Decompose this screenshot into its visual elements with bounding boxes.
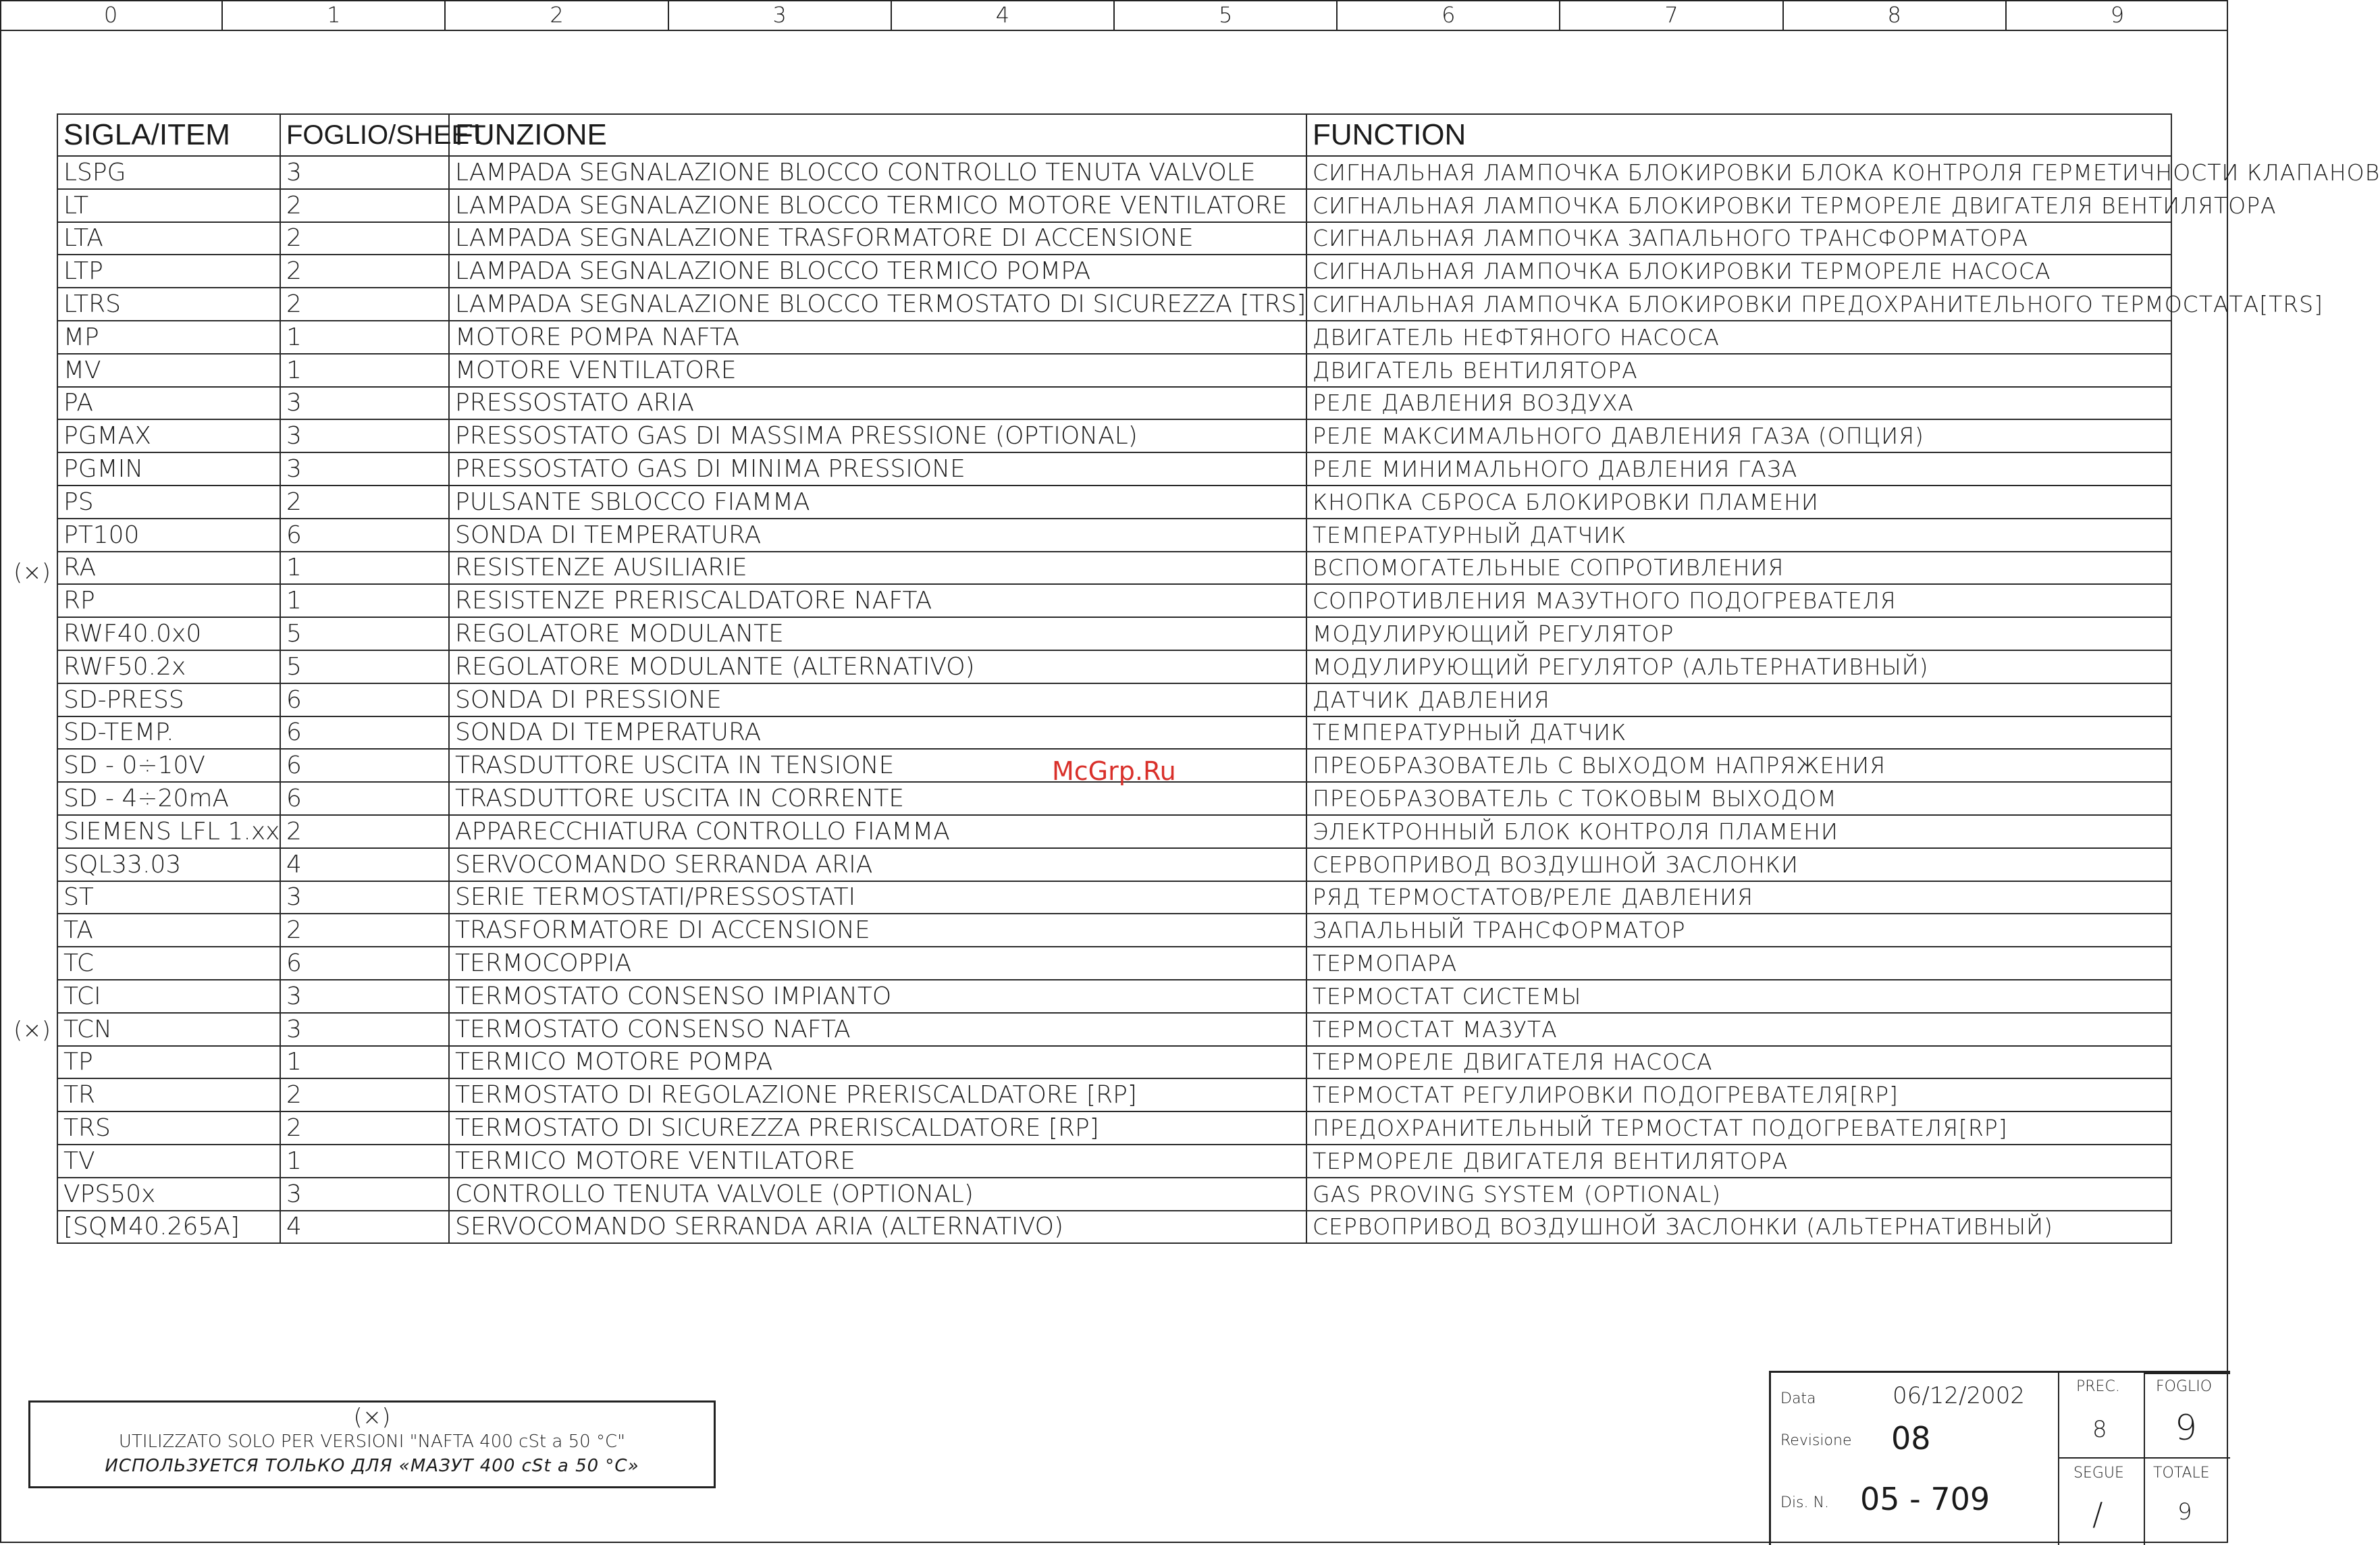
cell-funzione: TRASDUTTORE USCITA IN TENSIONE — [449, 749, 1306, 782]
cell-funzione: LAMPADA SEGNALAZIONE BLOCCO TERMICO MOTORE VENTILATORE — [449, 189, 1306, 222]
cell-sheet: 6 — [280, 749, 449, 782]
cell-sheet: 4 — [280, 1211, 449, 1244]
cell-funzione: RESISTENZE AUSILIARIE — [449, 552, 1306, 585]
cell-funzione: LAMPADA SEGNALAZIONE TRASFORMATORE DI ACCENSIONE — [449, 222, 1306, 255]
table-row — [57, 815, 2171, 848]
cell-funzione: LAMPADA SEGNALAZIONE BLOCCO TERMOSTATO DI SICUREZZA [TRS] — [449, 288, 1306, 321]
cell-item: SD-TEMP. — [57, 716, 280, 750]
cell-sheet: 3 — [280, 980, 449, 1013]
cell-funzione: RESISTENZE PRERISCALDATORE NAFTA — [449, 584, 1306, 617]
ruler-cell: 9 — [2110, 2, 2125, 28]
cell-sheet: 5 — [280, 617, 449, 650]
cell-funzione: PULSANTE SBLOCCO FIAMMA — [449, 486, 1306, 519]
prec-label: PREC. — [2076, 1378, 2120, 1395]
cell-function: ТЕРМОРЕЛЕ ДВИГАТЕЛЯ НАСОСА — [1306, 1046, 2171, 1079]
cell-sheet: 2 — [280, 189, 449, 222]
cell-sheet: 3 — [280, 156, 449, 189]
cell-funzione: LAMPADA SEGNALAZIONE BLOCCO CONTROLLO TENUTA VALVOLE — [449, 156, 1306, 189]
cell-item: LTRS — [57, 288, 280, 321]
cell-sheet: 2 — [280, 914, 449, 947]
cell-item: SQL33.03 — [57, 848, 280, 881]
cell-funzione: TERMICO MOTORE POMPA — [449, 1046, 1306, 1079]
cell-function: GAS PROVING SYSTEM (OPTIONAL) — [1306, 1178, 2171, 1211]
cell-item: PS — [57, 486, 280, 519]
table-row — [57, 914, 2171, 947]
data-value: 06/12/2002 — [1893, 1382, 2025, 1409]
cell-sheet: 1 — [280, 354, 449, 387]
cell-sheet: 6 — [280, 782, 449, 815]
cell-sheet: 1 — [280, 584, 449, 617]
cell-function: КНОПКА СБРОСА БЛОКИРОВКИ ПЛАМЕНИ — [1306, 486, 2171, 519]
cell-sheet: 5 — [280, 650, 449, 683]
title-block — [1769, 1371, 2230, 1545]
column-ruler — [0, 0, 2228, 31]
cell-item: SIEMENS LFL 1.xx — [57, 815, 280, 848]
cell-sheet: 2 — [280, 486, 449, 519]
cell-item: TV — [57, 1145, 280, 1178]
table-row — [57, 1013, 2171, 1046]
ruler-cell: 1 — [223, 0, 446, 30]
cell-item: SD-PRESS — [57, 683, 280, 716]
table-row — [57, 716, 2171, 750]
cell-sheet: 2 — [280, 1111, 449, 1145]
cell-function: СЕРВОПРИВОД ВОЗДУШНОЙ ЗАСЛОНКИ (АЛЬТЕРНАТИВНЫЙ) — [1306, 1211, 2171, 1244]
table-row — [57, 881, 2171, 914]
cell-funzione: REGOLATORE MODULANTE — [449, 617, 1306, 650]
cell-funzione: LAMPADA SEGNALAZIONE BLOCCO TERMICO POMPA — [449, 255, 1306, 288]
cell-function: РЕЛЕ МАКСИМАЛЬНОГО ДАВЛЕНИЯ ГАЗА (ОПЦИЯ) — [1306, 419, 2171, 452]
cell-item: RP — [57, 584, 280, 617]
table-header-row — [57, 114, 2171, 156]
cell-funzione: TRASDUTTORE USCITA IN CORRENTE — [449, 782, 1306, 815]
table-row — [57, 486, 2171, 519]
totale-label: TOTALE — [2153, 1465, 2210, 1482]
header-funzione: FUNZIONE — [449, 114, 1306, 156]
cell-function: СЕРВОПРИВОД ВОЗДУШНОЙ ЗАСЛОНКИ — [1306, 848, 2171, 881]
cell-sheet: 1 — [280, 321, 449, 354]
ruler-cell: 6 — [1338, 0, 1560, 30]
cell-sheet: 2 — [280, 288, 449, 321]
cell-funzione: APPARECCHIATURA CONTROLLO FIAMMA — [449, 815, 1306, 848]
cell-function: ТЕМПЕРАТУРНЫЙ ДАТЧИК — [1306, 519, 2171, 552]
watermark: McGrp.Ru — [1052, 756, 1176, 786]
header-item: SIGLA/ITEM — [57, 114, 280, 156]
totale-value: 9 — [2177, 1498, 2192, 1525]
header-function: FUNCTION — [1306, 114, 2171, 156]
table-row — [57, 452, 2171, 486]
cell-funzione: SONDA DI TEMPERATURA — [449, 716, 1306, 750]
revisione-value: 08 — [1891, 1420, 1931, 1457]
table-row — [57, 848, 2171, 881]
cell-sheet: 3 — [280, 419, 449, 452]
table-row — [57, 288, 2171, 321]
marker-ra: (×) — [14, 559, 51, 586]
cell-funzione: PRESSOSTATO ARIA — [449, 387, 1306, 420]
marker-tci: (×) — [14, 1017, 51, 1044]
cell-function: ТЕРМОПАРА — [1306, 947, 2171, 980]
cell-item: LTP — [57, 255, 280, 288]
cell-funzione: TERMICO MOTORE VENTILATORE — [449, 1145, 1306, 1178]
cell-sheet: 1 — [280, 1145, 449, 1178]
data-label: Data — [1780, 1390, 1816, 1407]
cell-function: ЭЛЕКТРОННЫЙ БЛОК КОНТРОЛЯ ПЛАМЕНИ — [1306, 815, 2171, 848]
table-row — [57, 947, 2171, 980]
ruler-cell: 8 — [1784, 0, 2007, 30]
cell-funzione: TRASFORMATORE DI ACCENSIONE — [449, 914, 1306, 947]
cell-function: ПРЕОБРАЗОВАТЕЛЬ С ВЫХОДОМ НАПРЯЖЕНИЯ — [1306, 749, 2171, 782]
prec-value: 8 — [2092, 1416, 2107, 1443]
cell-function: ТЕРМОСТАТ МАЗУТА — [1306, 1013, 2171, 1046]
segue-label: SEGUE — [2073, 1465, 2124, 1482]
cell-item: PT100 — [57, 519, 280, 552]
cell-function: СИГНАЛЬНАЯ ЛАМПОЧКА БЛОКИРОВКИ ТЕРМОРЕЛЕ ДВИГАТЕЛЯ ВЕНТИЛЯТОРА — [1306, 189, 2171, 222]
cell-item: MV — [57, 354, 280, 387]
cell-item: SD - 4÷20mA — [57, 782, 280, 815]
table-row — [57, 419, 2171, 452]
cell-item: PGMIN — [57, 452, 280, 486]
foglio-label: FOGLIO — [2156, 1378, 2213, 1395]
cell-item: TRS — [57, 1111, 280, 1145]
cell-sheet: 3 — [280, 881, 449, 914]
note-italian: UTILIZZATO SOLO PER VERSIONI "NAFTA 400 cSt a 50 °C" — [118, 1432, 626, 1452]
table-row — [57, 222, 2171, 255]
table-row — [57, 980, 2171, 1013]
cell-function: СИГНАЛЬНАЯ ЛАМПОЧКА ЗАПАЛЬНОГО ТРАНСФОРМАТОРА — [1306, 222, 2171, 255]
cell-funzione: PRESSOSTATO GAS DI MASSIMA PRESSIONE (OPTIONAL) — [449, 419, 1306, 452]
dis-value: 05 - 709 — [1860, 1481, 1990, 1517]
note-box — [28, 1400, 716, 1488]
foglio-value: 9 — [2175, 1408, 2198, 1448]
cell-funzione: CONTROLLO TENUTA VALVOLE (OPTIONAL) — [449, 1178, 1306, 1211]
cell-function: МОДУЛИРУЮЩИЙ РЕГУЛЯТОР — [1306, 617, 2171, 650]
cell-function: РЕЛЕ МИНИМАЛЬНОГО ДАВЛЕНИЯ ГАЗА — [1306, 452, 2171, 486]
cell-item: TCN — [57, 1013, 280, 1046]
cell-function: ТЕМПЕРАТУРНЫЙ ДАТЧИК — [1306, 716, 2171, 750]
table-row — [57, 321, 2171, 354]
cell-function: СИГНАЛЬНАЯ ЛАМПОЧКА БЛОКИРОВКИ ПРЕДОХРАНИТЕЛЬНОГО ТЕРМОСТАТА[TRS] — [1306, 288, 2171, 321]
cell-item: MP — [57, 321, 280, 354]
cell-funzione: PRESSOSTATO GAS DI MINIMA PRESSIONE — [449, 452, 1306, 486]
ruler-cell: 7 — [1560, 0, 1783, 30]
cell-function: ТЕРМОРЕЛЕ ДВИГАТЕЛЯ ВЕНТИЛЯТОРА — [1306, 1145, 2171, 1178]
cell-sheet: 3 — [280, 452, 449, 486]
cell-function: ЗАПАЛЬНЫЙ ТРАНСФОРМАТОР — [1306, 914, 2171, 947]
header-sheet: FOGLIO/SHEET — [280, 114, 449, 156]
cell-item: TA — [57, 914, 280, 947]
cell-function: ПРЕОБРАЗОВАТЕЛЬ С ТОКОВЫМ ВЫХОДОМ — [1306, 782, 2171, 815]
cell-funzione: SERVOCOMANDO SERRANDA ARIA (ALTERNATIVO) — [449, 1211, 1306, 1244]
cell-item: LTA — [57, 222, 280, 255]
table-row — [57, 584, 2171, 617]
cell-funzione: MOTORE POMPA NAFTA — [449, 321, 1306, 354]
cell-item: RWF50.2x — [57, 650, 280, 683]
table-row — [57, 617, 2171, 650]
table-row — [57, 782, 2171, 815]
cell-sheet: 4 — [280, 848, 449, 881]
cell-item: RWF40.0x0 — [57, 617, 280, 650]
cell-funzione: SONDA DI PRESSIONE — [449, 683, 1306, 716]
table-row — [57, 189, 2171, 222]
table-row — [57, 683, 2171, 716]
table-row — [57, 255, 2171, 288]
cell-sheet: 2 — [280, 815, 449, 848]
cell-sheet: 3 — [280, 1178, 449, 1211]
cell-item: RA — [57, 552, 280, 585]
table-row — [57, 354, 2171, 387]
note-symbol: (×) — [353, 1404, 391, 1431]
cell-sheet: 1 — [280, 552, 449, 585]
cell-item: SD - 0÷10V — [57, 749, 280, 782]
cell-function: РЕЛЕ ДАВЛЕНИЯ ВОЗДУХА — [1306, 387, 2171, 420]
ruler-cell: 5 — [1115, 0, 1338, 30]
cell-funzione: TERMOSTATO DI SICUREZZA PRERISCALDATORE [RP] — [449, 1111, 1306, 1145]
cell-item: ST — [57, 881, 280, 914]
cell-sheet: 3 — [280, 1013, 449, 1046]
cell-function: МОДУЛИРУЮЩИЙ РЕГУЛЯТОР (АЛЬТЕРНАТИВНЫЙ) — [1306, 650, 2171, 683]
cell-item: TR — [57, 1078, 280, 1111]
cell-item: TC — [57, 947, 280, 980]
cell-function: ДАТЧИК ДАВЛЕНИЯ — [1306, 683, 2171, 716]
table-row — [57, 650, 2171, 683]
cell-funzione: MOTORE VENTILATORE — [449, 354, 1306, 387]
cell-sheet: 6 — [280, 716, 449, 750]
cell-item: PA — [57, 387, 280, 420]
cell-item: VPS50x — [57, 1178, 280, 1211]
cell-funzione: SERVOCOMANDO SERRANDA ARIA — [449, 848, 1306, 881]
cell-item: PGMAX — [57, 419, 280, 452]
ruler-cell: 4 — [892, 0, 1115, 30]
note-russian: ИСПОЛЬЗУЕТСЯ ТОЛЬКО ДЛЯ «МАЗУТ 400 cSt a 50 °C» — [105, 1456, 639, 1476]
cell-item: TP — [57, 1046, 280, 1079]
cell-sheet: 2 — [280, 255, 449, 288]
cell-funzione: SERIE TERMOSTATI/PRESSOSTATI — [449, 881, 1306, 914]
cell-sheet: 1 — [280, 1046, 449, 1079]
cell-funzione: TERMOCOPPIA — [449, 947, 1306, 980]
table-row — [57, 387, 2171, 420]
cell-funzione: TERMOSTATO DI REGOLAZIONE PRERISCALDATORE [RP] — [449, 1078, 1306, 1111]
cell-function: ПРЕДОХРАНИТЕЛЬНЫЙ ТЕРМОСТАТ ПОДОГРЕВАТЕЛЯ[RP] — [1306, 1111, 2171, 1145]
table-row — [57, 1078, 2171, 1111]
cell-sheet: 3 — [280, 387, 449, 420]
cell-item: [SQM40.265A] — [57, 1211, 280, 1244]
cell-function: ДВИГАТЕЛЬ НЕФТЯНОГО НАСОСА — [1306, 321, 2171, 354]
ruler-cell: 3 — [669, 0, 892, 30]
cell-funzione: TERMOSTATO CONSENSO NAFTA — [449, 1013, 1306, 1046]
cell-item: LSPG — [57, 156, 280, 189]
cell-funzione: REGOLATORE MODULANTE (ALTERNATIVO) — [449, 650, 1306, 683]
table-row — [57, 156, 2171, 189]
table-row — [57, 1178, 2171, 1211]
cell-function: ДВИГАТЕЛЬ ВЕНТИЛЯТОРА — [1306, 354, 2171, 387]
cell-function: ВСПОМОГАТЕЛЬНЫЕ СОПРОТИВЛЕНИЯ — [1306, 552, 2171, 585]
table-row — [57, 1145, 2171, 1178]
table-row — [57, 1046, 2171, 1079]
segue-value: / — [2092, 1496, 2103, 1532]
cell-funzione: SONDA DI TEMPERATURA — [449, 519, 1306, 552]
table-row — [57, 1211, 2171, 1244]
cell-sheet: 6 — [280, 947, 449, 980]
cell-funzione: TERMOSTATO CONSENSO IMPIANTO — [449, 980, 1306, 1013]
cell-function: СИГНАЛЬНАЯ ЛАМПОЧКА БЛОКИРОВКИ ТЕРМОРЕЛЕ НАСОСА — [1306, 255, 2171, 288]
cell-sheet: 6 — [280, 683, 449, 716]
cell-item: TCI — [57, 980, 280, 1013]
cell-sheet: 6 — [280, 519, 449, 552]
table-row — [57, 519, 2171, 552]
cell-sheet: 2 — [280, 222, 449, 255]
ruler-cell: 0 — [0, 0, 223, 30]
cell-function: СИГНАЛЬНАЯ ЛАМПОЧКА БЛОКИРОВКИ БЛОКА КОНТРОЛЯ ГЕРМЕТИЧНОСТИ КЛАПАНОВ — [1306, 156, 2171, 189]
dis-label: Dis. N. — [1780, 1494, 1829, 1511]
ruler-cell: 2 — [446, 0, 668, 30]
cell-function: СОПРОТИВЛЕНИЯ МАЗУТНОГО ПОДОГРЕВАТЕЛЯ — [1306, 584, 2171, 617]
cell-item: LT — [57, 189, 280, 222]
table-row — [57, 1111, 2171, 1145]
cell-function: ТЕРМОСТАТ СИСТЕМЫ — [1306, 980, 2171, 1013]
revisione-label: Revisione — [1780, 1432, 1852, 1449]
cell-function: РЯД ТЕРМОСТАТОВ/РЕЛЕ ДАВЛЕНИЯ — [1306, 881, 2171, 914]
cell-sheet: 2 — [280, 1078, 449, 1111]
component-legend-table — [57, 113, 2380, 1244]
cell-function: ТЕРМОСТАТ РЕГУЛИРОВКИ ПОДОГРЕВАТЕЛЯ[RP] — [1306, 1078, 2171, 1111]
table-row — [57, 552, 2171, 585]
